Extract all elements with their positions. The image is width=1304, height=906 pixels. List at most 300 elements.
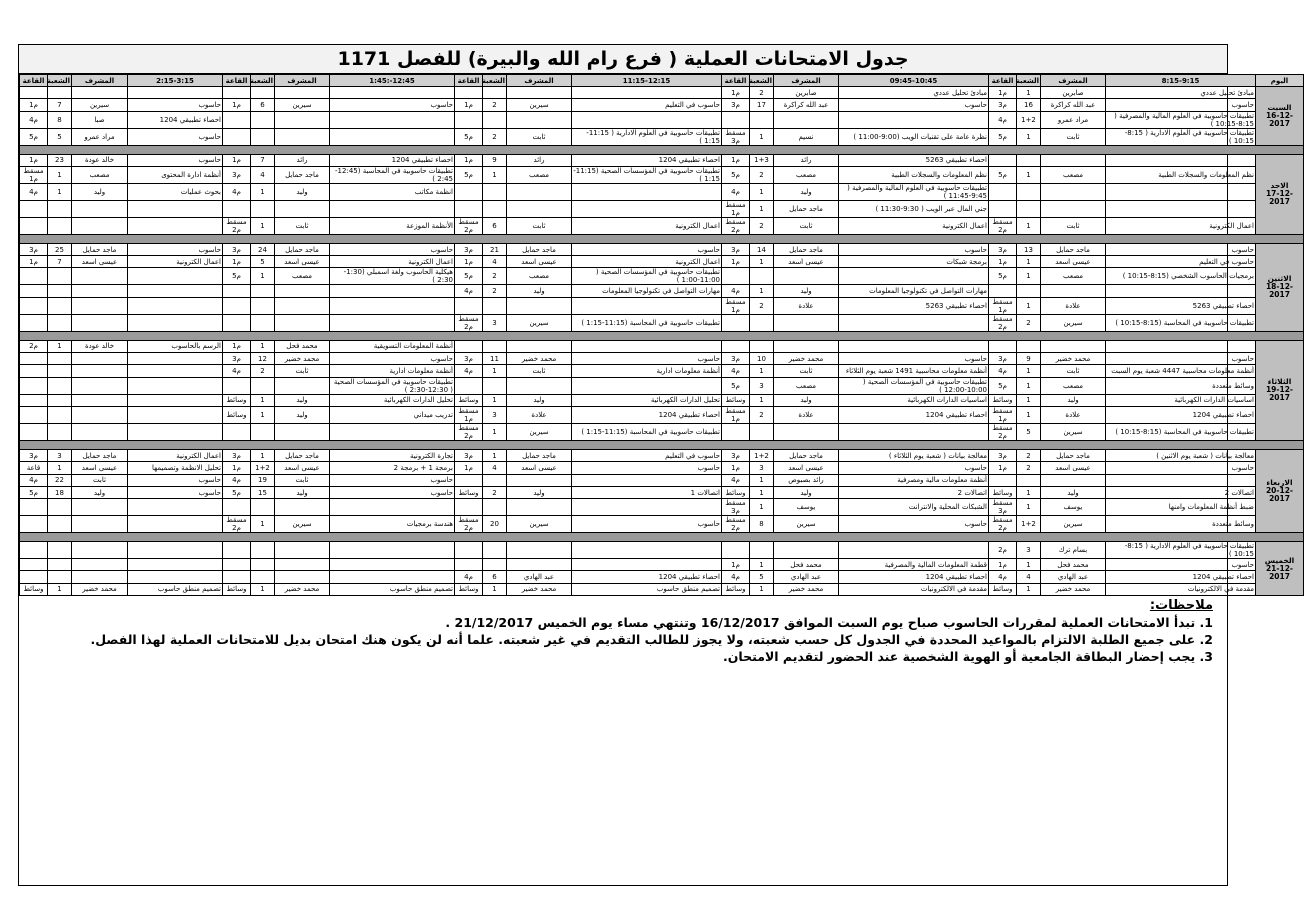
supervisor-cell xyxy=(774,314,839,331)
section-cell: 5 xyxy=(251,256,275,268)
room-cell: م3 xyxy=(223,353,251,365)
day-name: الخميس xyxy=(1264,555,1295,565)
course-cell: اتصالات 1 xyxy=(572,486,722,498)
section-cell: 5 xyxy=(1017,423,1041,440)
section-cell xyxy=(483,340,507,352)
supervisor-cell: ثابت xyxy=(507,128,572,145)
supervisor-cell: علادة xyxy=(774,406,839,423)
supervisor-cell xyxy=(275,559,330,571)
supervisor-cell xyxy=(507,559,572,571)
table-row xyxy=(20,559,1304,571)
course-cell xyxy=(128,297,223,314)
room-cell: م1 xyxy=(223,462,251,474)
room-cell: م1 xyxy=(989,462,1017,474)
room-cell: م5 xyxy=(223,486,251,498)
room-cell: م3 xyxy=(722,353,750,365)
section-cell xyxy=(483,297,507,314)
section-cell: 11 xyxy=(483,353,507,365)
course-cell: احصاء تطبيقي 1204 xyxy=(572,571,722,583)
room-cell: مسقط م1 xyxy=(722,406,750,423)
room-cell xyxy=(20,365,48,377)
supervisor-cell: وليد xyxy=(275,394,330,406)
section-cell: 1 xyxy=(750,499,774,516)
room-cell xyxy=(20,285,48,297)
room-cell: م3 xyxy=(722,449,750,461)
course-cell: تطبيقات حاسوبية في المحاسبة (8:15-10:15 ) xyxy=(1106,423,1256,440)
section-cell: 1 xyxy=(750,256,774,268)
section-cell xyxy=(750,423,774,440)
section-cell xyxy=(251,200,275,217)
room-cell: م1 xyxy=(455,462,483,474)
supervisor-cell: صابرين xyxy=(1041,87,1106,99)
section-cell xyxy=(48,406,72,423)
supervisor-cell: ماجد حمايل xyxy=(507,243,572,255)
room-cell xyxy=(223,377,251,394)
section-cell: 1 xyxy=(1017,297,1041,314)
room-cell: م4 xyxy=(20,111,48,128)
room-cell xyxy=(455,474,483,486)
day-separator xyxy=(20,234,1304,243)
supervisor-cell: مصعب xyxy=(1041,377,1106,394)
supervisor-cell xyxy=(774,268,839,285)
room-cell: م1 xyxy=(20,256,48,268)
section-cell xyxy=(251,111,275,128)
course-cell xyxy=(572,200,722,217)
table-row xyxy=(20,542,1304,559)
section-cell xyxy=(1017,474,1041,486)
section-cell: 1+2 xyxy=(750,449,774,461)
room-cell: م5 xyxy=(455,128,483,145)
section-cell xyxy=(251,423,275,440)
room-cell xyxy=(455,559,483,571)
course-cell: اعمال الكترونية xyxy=(128,449,223,461)
section-cell xyxy=(1017,154,1041,166)
supervisor-cell xyxy=(507,87,572,99)
section-cell xyxy=(483,377,507,394)
room-cell: وسائط xyxy=(722,394,750,406)
table-row xyxy=(20,128,1304,145)
table-row xyxy=(20,377,1304,394)
section-cell: 1 xyxy=(251,516,275,533)
supervisor-cell: سيرين xyxy=(774,516,839,533)
supervisor-cell: عيسى اسعد xyxy=(507,462,572,474)
section-cell: 1 xyxy=(483,449,507,461)
room-cell xyxy=(223,423,251,440)
section-cell: 19 xyxy=(251,474,275,486)
course-cell: أنظمة المعلومات التسويقية xyxy=(330,340,455,352)
section-cell: 1 xyxy=(750,285,774,297)
room-cell xyxy=(989,154,1017,166)
section-cell xyxy=(48,516,72,533)
course-cell: مهارات التواصل في تكنولوجيا المعلومات xyxy=(572,285,722,297)
room-cell: مسقط م2 xyxy=(722,516,750,533)
section-cell xyxy=(750,268,774,285)
supervisor-cell: وليد xyxy=(1041,486,1106,498)
header-cell: اليوم xyxy=(1256,75,1304,87)
course-cell: احصاء تطبيقي 1204 xyxy=(1106,406,1256,423)
supervisor-cell: محمد خضير xyxy=(507,353,572,365)
room-cell xyxy=(455,111,483,128)
supervisor-cell: يوسف xyxy=(774,499,839,516)
course-cell: حاسوب xyxy=(839,243,989,255)
course-cell: احصاء تطبيقي 1204 xyxy=(572,406,722,423)
supervisor-cell: مصعب xyxy=(507,166,572,183)
course-cell xyxy=(128,394,223,406)
course-cell: حاسوب xyxy=(839,462,989,474)
section-cell: 1 xyxy=(750,474,774,486)
supervisor-cell: علادة xyxy=(1041,406,1106,423)
supervisor-cell xyxy=(1041,285,1106,297)
room-cell: م5 xyxy=(455,268,483,285)
section-cell: 1 xyxy=(48,462,72,474)
room-cell xyxy=(455,200,483,217)
supervisor-cell: سيرين xyxy=(1041,423,1106,440)
course-cell: احصاء تطبيقي 1204 xyxy=(1106,571,1256,583)
course-cell xyxy=(128,285,223,297)
day-name: السبت xyxy=(1267,102,1292,112)
course-cell: تدريب ميداني xyxy=(330,406,455,423)
supervisor-cell xyxy=(275,571,330,583)
section-cell xyxy=(48,353,72,365)
section-cell xyxy=(48,268,72,285)
course-cell: حاسوب xyxy=(330,99,455,111)
room-cell: مسقط م2 xyxy=(989,516,1017,533)
room-cell: م1 xyxy=(722,462,750,474)
supervisor-cell: مصعب xyxy=(1041,268,1106,285)
room-cell: مسقط م2 xyxy=(455,314,483,331)
course-cell: تصميم منطق حاسوب xyxy=(330,583,455,595)
supervisor-cell xyxy=(72,516,128,533)
room-cell: م1 xyxy=(722,154,750,166)
day-cell xyxy=(1256,87,1304,146)
table-row xyxy=(20,449,1304,461)
exam-schedule-table xyxy=(19,74,1304,596)
room-cell xyxy=(20,314,48,331)
section-cell: 1 xyxy=(750,486,774,498)
header-cell: 8:15-9:15 xyxy=(1106,75,1256,87)
section-cell: 10 xyxy=(750,353,774,365)
room-cell: م4 xyxy=(223,365,251,377)
supervisor-cell: سيرين xyxy=(72,99,128,111)
course-cell: حاسوب xyxy=(1106,462,1256,474)
supervisor-cell xyxy=(1041,200,1106,217)
room-cell xyxy=(455,87,483,99)
course-cell: تطبيقات حاسوبية في المؤسسات الصحية ( 10:00-12:00 ) xyxy=(839,377,989,394)
course-cell: تطبيقات حاسوبية في المحاسبة (8:15-10:15 ) xyxy=(1106,314,1256,331)
section-cell: 1 xyxy=(1017,499,1041,516)
course-cell xyxy=(128,268,223,285)
section-cell: 23 xyxy=(48,154,72,166)
room-cell: م5 xyxy=(722,377,750,394)
room-cell: م3 xyxy=(989,99,1017,111)
supervisor-cell: سيرين xyxy=(275,516,330,533)
section-cell xyxy=(48,394,72,406)
section-cell xyxy=(251,297,275,314)
table-row xyxy=(20,516,1304,533)
room-cell xyxy=(989,183,1017,200)
room-cell: م1 xyxy=(455,99,483,111)
room-cell: مسقط م3 xyxy=(722,499,750,516)
supervisor-cell: مصعب xyxy=(507,268,572,285)
room-cell: مسقط م1 xyxy=(722,200,750,217)
room-cell xyxy=(722,314,750,331)
header-cell: 12:45-:1:45 xyxy=(330,75,455,87)
room-cell xyxy=(20,200,48,217)
supervisor-cell xyxy=(72,314,128,331)
room-cell: م5 xyxy=(20,486,48,498)
header-cell: القاعة xyxy=(455,75,483,87)
course-cell: اعمال الكترونية xyxy=(572,217,722,234)
supervisor-cell: رائد xyxy=(275,154,330,166)
header-cell: 2:15-3:15 xyxy=(128,75,223,87)
room-cell: م3 xyxy=(223,243,251,255)
room-cell: م3 xyxy=(20,449,48,461)
notes-heading: ملاحظات: xyxy=(1149,598,1213,614)
course-cell: هندسة برمجيات xyxy=(330,516,455,533)
course-cell xyxy=(128,516,223,533)
room-cell: مسقط م1 xyxy=(20,166,48,183)
table-row xyxy=(20,183,1304,200)
room-cell xyxy=(722,542,750,559)
course-cell xyxy=(128,314,223,331)
room-cell xyxy=(455,499,483,516)
supervisor-cell: محمد خضير xyxy=(1041,583,1106,595)
course-cell xyxy=(1106,285,1256,297)
section-cell xyxy=(48,297,72,314)
section-cell xyxy=(251,571,275,583)
schedule-frame xyxy=(18,44,1295,886)
room-cell: م5 xyxy=(455,166,483,183)
course-cell: تطبيقات حاسوبية في المؤسسات الصحية ( 12:30-2:30 ) xyxy=(330,377,455,394)
section-cell: 6 xyxy=(483,571,507,583)
day-cell xyxy=(1256,154,1304,234)
section-cell: 1 xyxy=(750,365,774,377)
section-cell: 14 xyxy=(750,243,774,255)
section-cell: 3 xyxy=(483,406,507,423)
supervisor-cell xyxy=(72,394,128,406)
course-cell xyxy=(330,200,455,217)
supervisor-cell: وليد xyxy=(774,183,839,200)
section-cell xyxy=(251,377,275,394)
course-cell: تصميم منطق حاسوب xyxy=(572,583,722,595)
course-cell xyxy=(572,87,722,99)
section-cell xyxy=(750,340,774,352)
room-cell: م1 xyxy=(989,559,1017,571)
course-cell: تصميم منطق حاسوب xyxy=(128,583,223,595)
table-row xyxy=(20,340,1304,352)
room-cell: مسقط م1 xyxy=(722,297,750,314)
room-cell: م4 xyxy=(722,183,750,200)
room-cell xyxy=(223,314,251,331)
supervisor-cell: سيرين xyxy=(1041,516,1106,533)
course-cell xyxy=(839,423,989,440)
course-cell: حاسوب xyxy=(128,154,223,166)
room-cell: وسائط xyxy=(722,486,750,498)
room-cell: وسائط xyxy=(20,583,48,595)
supervisor-cell: وليد xyxy=(507,394,572,406)
room-cell xyxy=(223,559,251,571)
course-cell: حاسوب xyxy=(1106,353,1256,365)
section-cell: 1 xyxy=(1017,406,1041,423)
table-row xyxy=(20,87,1304,99)
section-cell: 1+3 xyxy=(750,154,774,166)
room-cell: م4 xyxy=(223,183,251,200)
room-cell xyxy=(722,340,750,352)
room-cell: مسقط م2 xyxy=(455,423,483,440)
course-cell: حاسوب xyxy=(330,353,455,365)
room-cell: مسقط م2 xyxy=(455,516,483,533)
room-cell xyxy=(989,200,1017,217)
course-cell xyxy=(572,377,722,394)
note-3: 3. يجب إحضار البطاقة الجامعية أو الهوية الشخصية عند الحضور لتقديم الامتحان. xyxy=(723,649,1213,665)
section-cell: 1 xyxy=(1017,217,1041,234)
course-cell xyxy=(128,365,223,377)
course-cell xyxy=(1106,183,1256,200)
day-date: 18-12-2017 xyxy=(1265,282,1294,300)
course-cell xyxy=(128,542,223,559)
supervisor-cell: ماجد حمايل xyxy=(774,200,839,217)
section-cell xyxy=(750,314,774,331)
room-cell: وسائط xyxy=(989,486,1017,498)
room-cell xyxy=(223,200,251,217)
room-cell: م4 xyxy=(20,474,48,486)
course-cell: أنظمة معلومات محاسبية 1491 شعبة يوم الثلاثاء xyxy=(839,365,989,377)
room-cell: مسقط م3 xyxy=(722,128,750,145)
section-cell: 3 xyxy=(750,462,774,474)
supervisor-cell: عبد الهادي xyxy=(774,571,839,583)
course-cell: حاسوب في التعليم xyxy=(572,449,722,461)
section-cell: 1 xyxy=(48,583,72,595)
course-cell xyxy=(572,183,722,200)
room-cell: م1 xyxy=(989,87,1017,99)
section-cell: 5 xyxy=(750,571,774,583)
room-cell: م3 xyxy=(455,353,483,365)
supervisor-cell: محمد فحل xyxy=(1041,559,1106,571)
course-cell: جني المال عبر الويب ( 9:30-11:30 ) xyxy=(839,200,989,217)
supervisor-cell xyxy=(507,340,572,352)
room-cell xyxy=(989,285,1017,297)
section-cell: 1 xyxy=(750,183,774,200)
section-cell: 1 xyxy=(48,183,72,200)
header-cell: الشعبة xyxy=(1015,76,1039,85)
course-cell xyxy=(839,314,989,331)
supervisor-cell: سيرين xyxy=(507,516,572,533)
header-cell: المشرف xyxy=(1041,75,1106,87)
supervisor-cell xyxy=(507,499,572,516)
course-cell: أنظمة معلومات ادارية xyxy=(330,365,455,377)
supervisor-cell: محمد خضير xyxy=(1041,353,1106,365)
room-cell: م3 xyxy=(989,243,1017,255)
room-cell: م1 xyxy=(223,256,251,268)
course-cell: حاسوب xyxy=(572,462,722,474)
supervisor-cell xyxy=(507,474,572,486)
course-cell: مقدمة في الالكترونيات xyxy=(839,583,989,595)
section-cell: 1 xyxy=(251,449,275,461)
room-cell xyxy=(989,340,1017,352)
section-cell xyxy=(483,499,507,516)
day-cell xyxy=(1256,243,1304,331)
section-cell xyxy=(251,128,275,145)
section-cell xyxy=(251,87,275,99)
section-cell xyxy=(1017,285,1041,297)
room-cell: مسقط م2 xyxy=(455,217,483,234)
course-cell xyxy=(572,340,722,352)
section-cell: 1 xyxy=(1017,256,1041,268)
room-cell xyxy=(20,423,48,440)
room-cell: م1 xyxy=(223,154,251,166)
supervisor-cell: ثابت xyxy=(1041,128,1106,145)
supervisor-cell xyxy=(1041,154,1106,166)
supervisor-cell: ثابت xyxy=(72,474,128,486)
section-cell: 2 xyxy=(1017,314,1041,331)
room-cell xyxy=(20,297,48,314)
supervisor-cell xyxy=(72,499,128,516)
section-cell: 2 xyxy=(1017,449,1041,461)
section-cell xyxy=(1017,340,1041,352)
supervisor-cell: سيرين xyxy=(507,314,572,331)
room-cell: م4 xyxy=(722,365,750,377)
header-cell: الشعبة xyxy=(748,76,772,85)
room-cell xyxy=(722,268,750,285)
supervisor-cell: ماجد حمايل xyxy=(507,449,572,461)
course-cell xyxy=(330,314,455,331)
table-row xyxy=(20,99,1304,111)
section-cell: 7 xyxy=(48,99,72,111)
header-cell: الشعبة xyxy=(249,76,273,85)
supervisor-cell: ماجد حمايل xyxy=(72,243,128,255)
course-cell: احصاء تطبيقي 1204 xyxy=(572,154,722,166)
supervisor-cell: ماجد حمايل xyxy=(275,449,330,461)
room-cell: م2 xyxy=(20,340,48,352)
supervisor-cell xyxy=(72,406,128,423)
table-row xyxy=(20,297,1304,314)
supervisor-cell: ثابت xyxy=(275,217,330,234)
supervisor-cell xyxy=(72,268,128,285)
course-cell: تحليل الدارات الكهربائية xyxy=(572,394,722,406)
supervisor-cell: عيسى اسعد xyxy=(275,256,330,268)
supervisor-cell: محمد خضير xyxy=(774,583,839,595)
course-cell: احصاء تطبيقي 1204 xyxy=(839,571,989,583)
room-cell: م5 xyxy=(722,166,750,183)
course-cell: حاسوب xyxy=(1106,559,1256,571)
course-cell xyxy=(330,559,455,571)
supervisor-cell: ماجد حمايل xyxy=(1041,449,1106,461)
room-cell xyxy=(20,353,48,365)
course-cell xyxy=(572,559,722,571)
room-cell: م4 xyxy=(722,571,750,583)
course-cell: اعمال الكترونية xyxy=(1106,217,1256,234)
section-cell: 1 xyxy=(1017,365,1041,377)
room-cell: م5 xyxy=(989,377,1017,394)
course-cell: وسائط متعددة xyxy=(1106,377,1256,394)
supervisor-cell: محمد خضير xyxy=(507,583,572,595)
course-cell xyxy=(128,406,223,423)
supervisor-cell: ثابت xyxy=(507,217,572,234)
section-cell: 4 xyxy=(251,166,275,183)
day-separator xyxy=(20,533,1304,542)
supervisor-cell: يوسف xyxy=(1041,499,1106,516)
course-cell: احصاء تطبيقي 5263 xyxy=(839,154,989,166)
course-cell xyxy=(128,200,223,217)
section-cell: 1 xyxy=(750,583,774,595)
course-cell: تطبيقات حاسوبية في العلوم الادارية ( 8:15-10:15 ) xyxy=(1106,128,1256,145)
section-cell: 20 xyxy=(483,516,507,533)
course-cell: تطبيقات حاسوبية في المؤسسات الصحية (11:15-1:15 ) xyxy=(573,166,720,183)
course-cell: حاسوب xyxy=(128,486,223,498)
course-cell: حاسوب xyxy=(128,243,223,255)
course-cell: حاسوب xyxy=(330,474,455,486)
section-cell: 1 xyxy=(483,394,507,406)
